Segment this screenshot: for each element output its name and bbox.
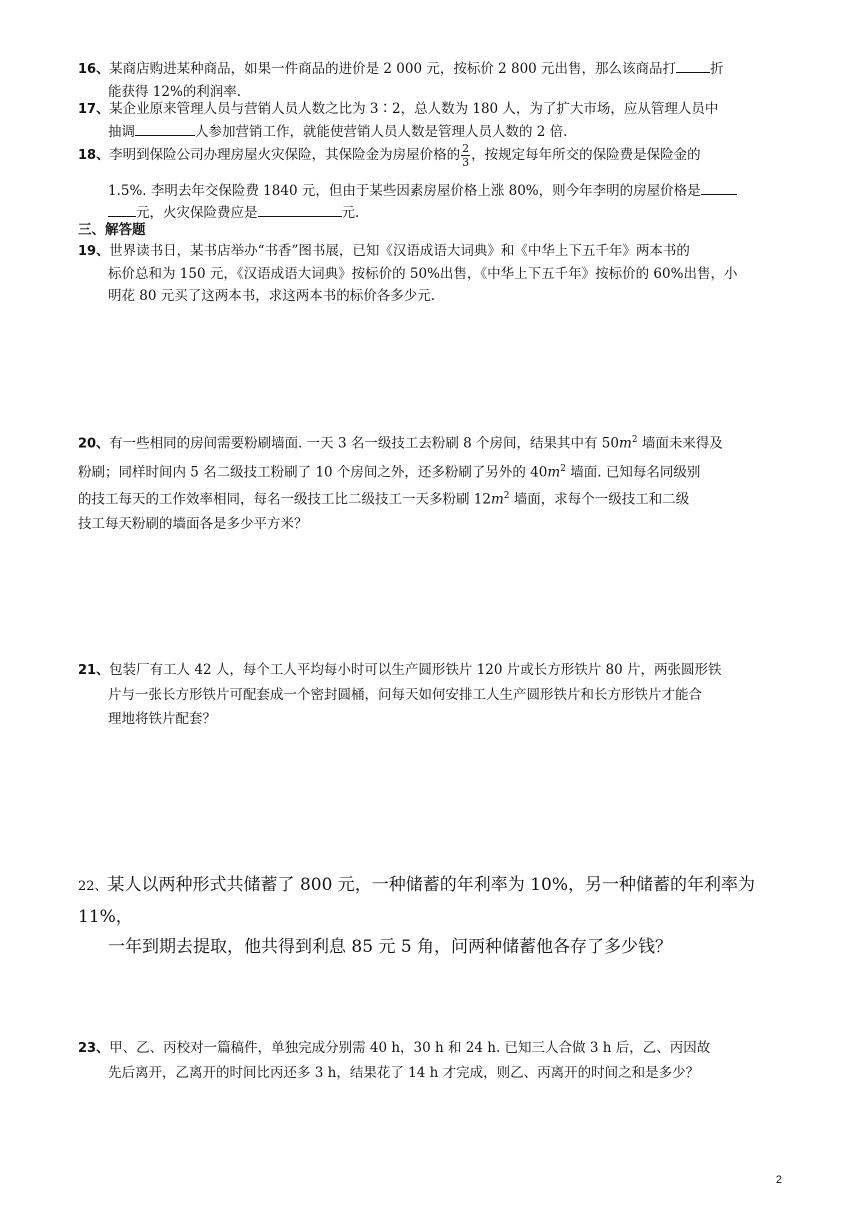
- question-22: [78, 870, 798, 962]
- question-text: 粉刷；同样时间内 5 名二级技工粉刷了 10 个房间之外，还多粉刷了另外的 40: [78, 464, 548, 480]
- unit: m: [547, 464, 561, 480]
- question-20-line-3: [78, 484, 798, 512]
- question-20: [78, 428, 798, 536]
- unit: m: [490, 491, 504, 508]
- question-text: 元.: [341, 205, 360, 221]
- question-17: [78, 98, 798, 143]
- answer-blank: [258, 202, 342, 217]
- question-number: 21、: [78, 663, 110, 678]
- question-16: [78, 58, 798, 103]
- question-23: [78, 1036, 798, 1085]
- question-text: 元，火灾保险费应是: [136, 205, 258, 221]
- unit-exponent: 2: [560, 463, 566, 474]
- question-number: 16、: [78, 62, 110, 77]
- question-text: 1.5%. 李明去年交保险费 1840 元，但由于某些因素房屋价格上涨 80%，则今年李明的房屋价格是: [108, 183, 701, 199]
- question-text: 世界读书日，某书店举办“书香”图书展，已知《汉语成语大词典》和《中华上下五千年》两本书的: [109, 243, 690, 259]
- question-text: 墙面. 已知每名同级别: [565, 464, 701, 480]
- question-number: 17、: [78, 102, 110, 117]
- answer-blank: [701, 180, 737, 195]
- question-text: 某人以两种形式共储蓄了 800 元，一种储蓄的年利率为 10%，另一种储蓄的年利率为 11%，: [78, 875, 755, 927]
- question-18-line-2: [78, 180, 798, 202]
- question-18-line-1: [78, 140, 798, 180]
- question-20-line-1: [78, 428, 798, 457]
- question-22-line-1: [78, 870, 798, 932]
- question-21: [78, 658, 798, 731]
- question-17-line-1: [78, 98, 798, 121]
- fraction: [461, 142, 470, 169]
- question-19: [78, 240, 798, 307]
- question-text: 李明到保险公司办理房屋火灾保险，其保险金为房屋价格的: [109, 147, 461, 163]
- question-text: 某企业原来管理人员与营销人员人数之比为 3∶2，总人数为 180 人，为了扩大市场，应从管理人员中: [109, 101, 719, 117]
- unit-exponent: 2: [503, 491, 510, 501]
- question-16-line-2: 能获得 12%的利润率.: [108, 84, 242, 100]
- answer-blank: [108, 202, 136, 217]
- question-text: 抽调: [108, 124, 135, 140]
- question-16-line-1: [78, 58, 798, 81]
- fraction-numerator: 2: [462, 142, 470, 155]
- question-20-line-4: 技工每天粉刷的墙面各是多少平方米？: [78, 515, 308, 532]
- question-text: 墙面，求每个一级技工和二级: [509, 491, 690, 508]
- question-19-line-2: 标价总和为 150 元，《汉语成语大词典》按标价的 50%出售，《中华上下五千年》按标价的 60%出售，小: [108, 266, 738, 282]
- question-number: 22、: [78, 879, 108, 894]
- question-22-line-2: 一年到期去提取，他共得到利息 85 元 5 角，问两种储蓄他各存了多少钱？: [108, 937, 673, 957]
- fraction-denominator: 3: [462, 156, 470, 169]
- question-18: [78, 140, 798, 224]
- question-20-line-2: [78, 457, 798, 485]
- answer-blank: [135, 121, 195, 136]
- question-21-line-1: [78, 658, 798, 683]
- page-number: 2: [775, 1174, 782, 1186]
- question-21-line-3: 理地将铁片配套？: [108, 711, 216, 727]
- question-23-line-2: 先后离开，乙离开的时间比丙还多 3 h，结果花了 14 h 才完成，则乙、丙离开的时间之和是多少？: [108, 1065, 700, 1081]
- question-number: 20、: [78, 436, 110, 452]
- question-number: 18、: [78, 148, 110, 163]
- question-text: 某商店购进某种商品，如果一件商品的进价是 2 000 元，按标价 2 800 元出售，那么该商品打: [109, 61, 677, 77]
- section-heading: 三、解答题: [78, 222, 146, 238]
- question-19-line-3: 明花 80 元买了这两本书，求这两本书的标价各多少元.: [108, 288, 436, 304]
- question-number: 19、: [78, 244, 110, 259]
- answer-blank: [676, 58, 710, 73]
- question-23-line-1: [78, 1036, 798, 1061]
- question-18-line-3: [78, 202, 798, 224]
- question-text: 甲、乙、丙校对一篇稿件，单独完成分别需 40 h，30 h 和 24 h. 已知三人合做 3 h 后，乙、丙因故: [109, 1040, 711, 1056]
- question-number: 23、: [78, 1041, 110, 1056]
- question-text: 的技工每天的工作效率相同，每名一级技工比二级技工一天多粉刷 12: [78, 491, 491, 508]
- question-text: 折: [710, 61, 724, 77]
- question-text: 墙面未来得及: [637, 435, 723, 452]
- unit: m: [619, 435, 632, 452]
- question-text: ，按规定每年所交的保险费是保险金的: [471, 147, 701, 163]
- question-text: 有一些相同的房间需要粉刷墙面. 一天 3 名一级技工去粉刷 8 个房间，结果其中有 50: [109, 435, 619, 452]
- question-text: 包装厂有工人 42 人，每个工人平均每小时可以生产圆形铁片 120 片或长方形铁片 80 片，两张圆形铁: [109, 662, 722, 678]
- question-19-line-1: [78, 240, 798, 263]
- question-21-line-2: 片与一张长方形铁片可配套成一个密封圆桶，问每天如何安排工人生产圆形铁片和长方形铁片才能合: [108, 687, 702, 703]
- unit-exponent: 2: [631, 435, 638, 445]
- question-text: 人参加营销工作，就能使营销人员人数是管理人员人数的 2 倍.: [195, 124, 568, 140]
